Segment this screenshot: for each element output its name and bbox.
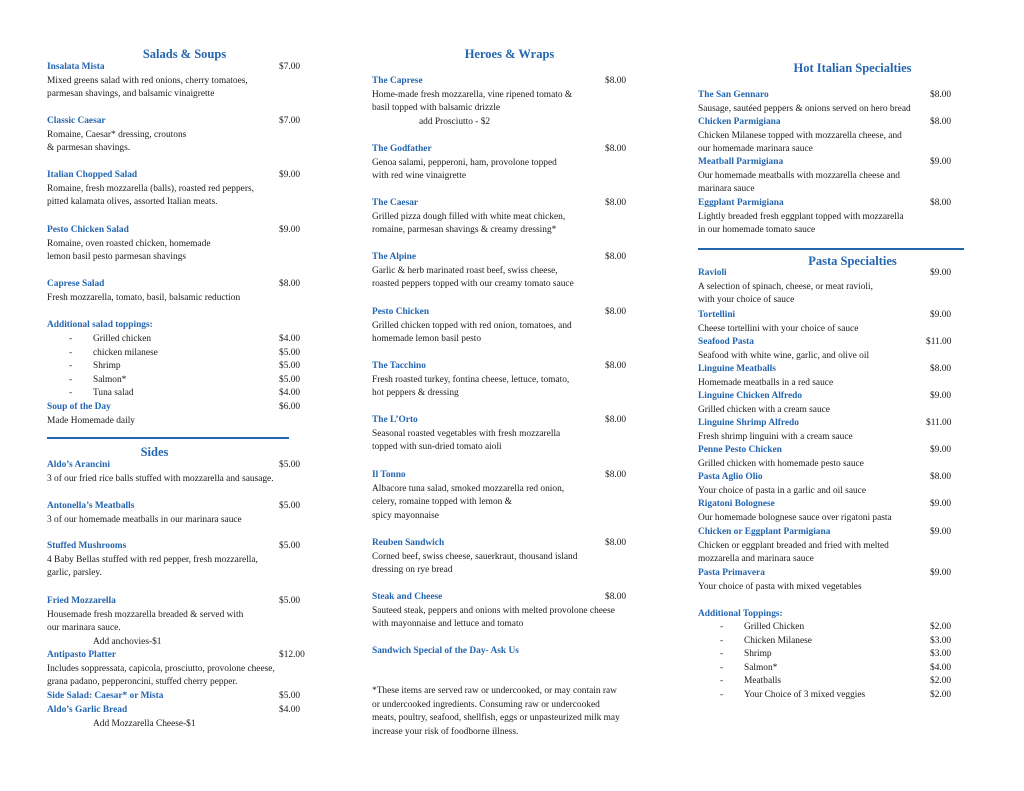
item-price: $11.00 [926, 418, 952, 428]
item-description: Your choice of pasta with mixed vegetables [698, 581, 862, 592]
item-description: Romaine, Caesar* dressing, croutons [47, 129, 187, 140]
item-description: parmesan shavings, and balsamic vinaigrette [47, 89, 215, 100]
list-dash: - [720, 635, 724, 646]
topping-name: Salmon* [93, 374, 127, 385]
list-dash: - [69, 361, 73, 372]
item-name: Antipasto Platter [47, 650, 116, 660]
item-price: $8.00 [930, 198, 952, 208]
item-price: $9.00 [930, 268, 952, 278]
item-note: add Prosciutto - $2 [419, 117, 491, 127]
topping-name: Meatballs [744, 676, 781, 687]
item-description: Home-made fresh mozzarella, vine ripened tomato & [372, 89, 573, 100]
item-description: Grilled chicken topped with red onion, tomatoes, and [372, 320, 572, 331]
item-description: A selection of spinach, cheese, or meat ravioli, [698, 281, 873, 292]
item-price: $8.00 [605, 198, 627, 208]
list-dash: - [69, 374, 73, 385]
item-description: Sauteed steak, peppers and onions with melted provolone cheese [372, 605, 615, 616]
item-description: Romaine, oven roasted chicken, homemade [47, 238, 211, 249]
item-price: $11.00 [926, 337, 952, 347]
topping-name: Tuna salad [93, 388, 134, 399]
item-price: $8.00 [605, 361, 627, 371]
item-description: Includes soppressata, capicola, prosciutto, provolone cheese, [47, 663, 275, 674]
item-price: $8.00 [605, 144, 627, 154]
item-name: The Godfather [372, 144, 432, 154]
item-price: $8.00 [605, 415, 627, 425]
topping-price: $5.00 [279, 361, 301, 372]
topping-price: $2.00 [930, 676, 952, 687]
item-price: $12.00 [279, 650, 305, 660]
item-description: Our homemade bolognese sauce over rigatoni pasta [698, 512, 892, 523]
item-price: $9.00 [930, 527, 952, 537]
item-price: $4.00 [279, 705, 301, 715]
list-dash: - [720, 649, 724, 660]
item-description: Fresh roasted turkey, fontina cheese, lettuce, tomato, [372, 374, 570, 385]
item-price: $9.00 [930, 499, 952, 509]
topping-name: Grilled Chicken [744, 622, 805, 632]
list-dash: - [69, 347, 73, 358]
item-description: marinara sauce [698, 184, 755, 195]
item-price: $8.00 [605, 470, 627, 480]
item-price: $6.00 [279, 402, 301, 412]
section-heading-salads: Salads & Soups [142, 47, 227, 61]
item-price: $7.00 [279, 116, 301, 126]
item-name: Insalata Mista [47, 62, 105, 72]
topping-name: Shrimp [93, 361, 121, 372]
section-heading-sides: Sides [140, 445, 169, 459]
item-description: 4 Baby Bellas stuffed with red pepper, fresh mozzarella, [47, 554, 258, 565]
item-description: our marinara sauce. [47, 623, 121, 634]
item-description: Fresh shrimp linguini with a cream sauce [698, 431, 853, 442]
item-price: $5.00 [279, 541, 301, 551]
item-name: Steak and Cheese [372, 592, 443, 602]
topping-name: Chicken Milanese [744, 635, 812, 646]
item-name: Aldo’s Arancini [47, 460, 110, 470]
item-price: $9.00 [279, 225, 301, 235]
item-name: Il Tonno [372, 470, 406, 480]
section-divider [698, 248, 964, 250]
topping-price: $2.00 [930, 622, 952, 632]
item-description: celery, romaine topped with lemon & [372, 497, 512, 508]
item-name: Linguine Meatballs [698, 364, 776, 374]
item-note: Add Mozzarella Cheese-$1 [93, 719, 196, 729]
topping-name: Salmon* [744, 662, 778, 673]
item-name: The L’Orto [372, 415, 418, 425]
item-description: Seasonal roasted vegetables with fresh mozzarella [372, 428, 561, 439]
item-description: Chicken Milanese topped with mozzarella cheese, and [698, 130, 902, 141]
item-name: Linguine Chicken Alfredo [698, 391, 803, 401]
item-description: with your choice of sauce [698, 295, 795, 306]
item-name: Stuffed Mushrooms [47, 541, 127, 551]
item-price: $8.00 [930, 90, 952, 100]
item-description: grana padano, pepperoncini, stuffed cherry pepper. [47, 677, 238, 688]
item-description: Genoa salami, pepperoni, ham, provolone topped [372, 157, 557, 168]
item-description: lemon basil pesto parmesan shavings [47, 252, 187, 263]
list-dash: - [720, 690, 724, 700]
disclaimer-line: increase your risk of foodborne illness. [372, 726, 519, 737]
item-name: Tortellini [698, 310, 736, 320]
item-description: garlic, parsley. [47, 568, 102, 579]
item-name: Linguine Shrimp Alfredo [698, 418, 799, 428]
sandwich-special: Sandwich Special of the Day- Ask Us [372, 646, 519, 656]
item-description: Mixed greens salad with red onions, cherry tomatoes, [47, 75, 248, 86]
item-price: $8.00 [605, 252, 627, 262]
item-description: topped with sun-dried tomato aioli [372, 442, 502, 453]
item-description: Fresh mozzarella, tomato, basil, balsamic reduction [47, 292, 241, 303]
item-description: Homemade meatballs in a red sauce [698, 377, 834, 388]
item-description: with mayonnaise and lettuce and tomato [372, 619, 524, 630]
item-price: $5.00 [279, 691, 301, 701]
item-description: Garlic & herb marinated roast beef, swiss cheese, [372, 265, 558, 276]
item-description: Corned beef, swiss cheese, sauerkraut, thousand island [372, 551, 578, 562]
item-name: The Alpine [372, 252, 417, 262]
item-price: $9.00 [930, 445, 952, 455]
item-name: Reuben Sandwich [372, 538, 445, 548]
item-description: mozzarella and marinara sauce [698, 554, 814, 565]
topping-name: Your Choice of 3 mixed veggies [744, 690, 866, 700]
item-name: Caprese Salad [47, 279, 105, 289]
item-name: Fried Mozzarella [47, 596, 116, 606]
disclaimer-line: *These items are served raw or undercooked, or may contain raw [372, 686, 617, 696]
item-description: romaine, parmesan shavings & creamy dressing* [372, 225, 557, 236]
item-name: Chicken Parmigiana [698, 117, 781, 127]
disclaimer-line: or undercooked ingredients. Consuming raw or undercooked [372, 699, 600, 710]
item-price: $8.00 [930, 117, 952, 127]
item-price: $9.00 [930, 391, 952, 401]
item-name: Antonella’s Meatballs [47, 501, 135, 511]
topping-name: chicken milanese [93, 347, 158, 358]
item-name: Classic Caesar [47, 116, 106, 126]
topping-price: $5.00 [279, 374, 301, 385]
item-description: homemade lemon basil pesto [372, 334, 482, 345]
item-price: $8.00 [605, 592, 627, 602]
item-description: hot peppers & dressing [372, 388, 459, 399]
disclaimer-line: meats, poultry, seafood, shellfish, eggs or unpasteurized milk may [372, 713, 620, 724]
item-name: Penne Pesto Chicken [698, 445, 782, 455]
list-dash: - [720, 662, 724, 673]
item-description: 3 of our homemade meatballs in our marinara sauce [47, 514, 242, 525]
item-description: pitted kalamata olives, assorted Italian meats. [47, 197, 218, 208]
item-name: Pesto Chicken [372, 307, 430, 317]
item-description: Romaine, fresh mozzarella (balls), roasted red peppers, [47, 183, 254, 194]
item-name: The Caprese [372, 76, 423, 86]
item-name: Eggplant Parmigiana [698, 198, 784, 208]
topping-price: $2.00 [930, 690, 952, 700]
item-name: Italian Chopped Salad [47, 170, 138, 180]
item-name: Meatball Parmigiana [698, 157, 784, 167]
item-description: Grilled chicken with a cream sauce [698, 404, 830, 415]
item-name: Pasta Primavera [698, 568, 765, 578]
item-description: with red wine vinaigrette [372, 171, 466, 182]
item-description: in our homemade tomato sauce [698, 225, 816, 236]
toppings-label: Additional Toppings: [698, 609, 783, 619]
item-description: Grilled pizza dough filled with white meat chicken, [372, 211, 566, 222]
toppings-label: Additional salad toppings: [47, 320, 153, 330]
item-name: Side Salad: Caesar* or Mista [47, 691, 164, 701]
item-name: The Caesar [372, 198, 419, 208]
item-description: roasted peppers topped with our creamy tomato sauce [372, 279, 574, 290]
item-description: spicy mayonnaise [372, 510, 439, 521]
topping-price: $5.00 [279, 347, 301, 358]
list-dash: - [720, 622, 724, 632]
item-price: $8.00 [930, 364, 952, 374]
item-description: Cheese tortellini with your choice of sauce [698, 323, 859, 334]
item-price: $9.00 [930, 568, 952, 578]
topping-price: $3.00 [930, 635, 952, 646]
item-name: Soup of the Day [47, 402, 111, 412]
item-description: & parmesan shavings. [47, 143, 131, 154]
topping-name: Grilled chicken [93, 334, 152, 344]
item-name: Aldo’s Garlic Bread [47, 705, 128, 715]
item-name: Ravioli [698, 268, 727, 278]
item-description: Our homemade meatballs with mozzarella cheese and [698, 170, 900, 181]
item-price: $8.00 [930, 472, 952, 482]
item-price: $5.00 [279, 596, 301, 606]
topping-price: $4.00 [930, 662, 952, 673]
item-description: Your choice of pasta in a garlic and oil sauce [698, 485, 867, 496]
item-name: Chicken or Eggplant Parmigiana [698, 527, 831, 537]
item-price: $9.00 [279, 170, 301, 180]
topping-price: $4.00 [279, 388, 301, 399]
item-price: $8.00 [605, 76, 627, 86]
item-price: $8.00 [605, 538, 627, 548]
item-price: $8.00 [279, 279, 301, 289]
item-name: The Tacchino [372, 361, 426, 371]
item-description: Sausage, sautéed peppers & onions served on hero bread [698, 103, 911, 114]
topping-price: $4.00 [279, 334, 301, 344]
item-description: basil topped with balsamic drizzle [372, 103, 501, 114]
list-dash: - [69, 334, 73, 344]
item-description: dressing on rye bread [372, 565, 453, 576]
item-price: $8.00 [605, 307, 627, 317]
item-description: Grilled chicken with homemade pesto sauce [698, 458, 864, 469]
topping-price: $3.00 [930, 649, 952, 660]
item-description: our homemade marinara sauce [698, 144, 813, 155]
list-dash: - [720, 676, 724, 687]
item-name: Rigatoni Bolognese [698, 499, 775, 509]
section-heading-hot: Hot Italian Specialties [793, 61, 912, 75]
item-description: Housemade fresh mozzarella breaded & served with [47, 609, 244, 620]
item-name: Seafood Pasta [698, 337, 754, 347]
item-price: $9.00 [930, 157, 952, 167]
item-description: Made Homemade daily [47, 416, 135, 426]
item-description: 3 of our fried rice balls stuffed with mozzarella and sausage. [47, 473, 274, 484]
list-dash: - [69, 388, 73, 399]
item-description: Seafood with white wine, garlic, and olive oil [698, 350, 870, 361]
item-name: Pesto Chicken Salad [47, 225, 129, 235]
item-description: Lightly breaded fresh eggplant topped with mozzarella [698, 211, 904, 222]
item-description: Chicken or eggplant breaded and fried with melted [698, 540, 889, 551]
section-divider [47, 437, 289, 439]
section-heading-pasta: Pasta Specialties [808, 254, 897, 268]
item-price: $9.00 [930, 310, 952, 320]
section-heading-heroes: Heroes & Wraps [464, 47, 555, 61]
item-price: $7.00 [279, 62, 301, 72]
item-note: Add anchovies-$1 [93, 637, 162, 647]
item-name: The San Gennaro [698, 90, 769, 100]
item-price: $5.00 [279, 501, 301, 511]
item-name: Pasta Aglio Olio [698, 472, 763, 482]
topping-name: Shrimp [744, 649, 772, 660]
item-price: $5.00 [279, 460, 301, 470]
item-description: Albacore tuna salad, smoked mozzarella red onion, [372, 483, 565, 494]
